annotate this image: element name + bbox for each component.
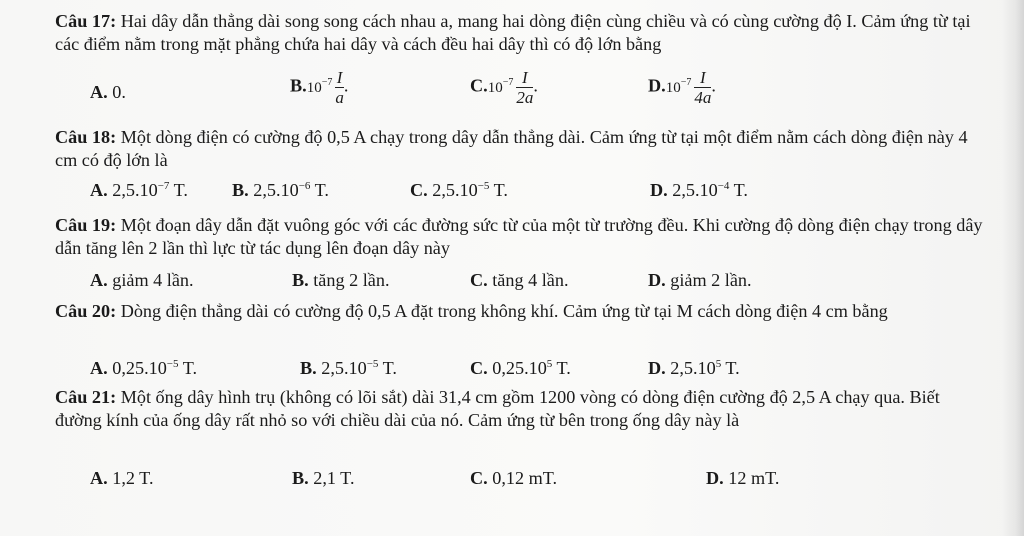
question-label: Câu 17:	[55, 11, 117, 31]
question-text: Dòng điện thẳng dài có cường độ 0,5 A đặt trong không khí. Cảm ứng từ tại M cách dòng điện 4 cm bằng	[120, 301, 888, 321]
option-17-d[interactable]: $D.10^{-7}$ $\frac{I}{4a}$ .	[648, 68, 716, 107]
option-19-a[interactable]: A. giảm 4 lần.	[90, 270, 194, 290]
option-20-d[interactable]: D. 2,5.10$^5$ T.	[648, 358, 740, 378]
option-18-b[interactable]: B. $2,5.10^{-6}$ T.	[232, 180, 329, 200]
question-label: Câu 21:	[55, 387, 117, 407]
question-17	[55, 10, 985, 56]
option-18-d[interactable]: D. $2,5.10^{-4}$ T.	[650, 180, 748, 200]
option-19-b[interactable]: B. tăng 2 lần.	[292, 270, 390, 290]
option-17-b[interactable]: $B.10^{-7}$ $\frac{I}{a}$ .	[290, 68, 349, 107]
option-18-a[interactable]: A. $2,5.10^{-7}$ T.	[90, 180, 188, 200]
question-21	[55, 386, 985, 432]
page-edge-shadow	[1002, 0, 1024, 536]
option-20-b[interactable]: B. $2,5.10^{-5}$ T.	[300, 358, 397, 378]
option-21-d[interactable]: D. 12 mT.	[706, 468, 780, 488]
question-text: Một ống dây hình trụ (không có lõi sắt) dài 31,4 cm gồm 1200 vòng có dòng điện cường độ 2,5 A chạy qua. Biết đường kính của ống dây rất nhỏ so với chiều dài của nó. Cảm ứng từ bên trong ống dây này là	[55, 387, 940, 430]
question-19	[55, 214, 985, 260]
option-21-b[interactable]: B. 2,1 T.	[292, 468, 355, 488]
option-20-a[interactable]: A. $0,25.10^{-5}$ T.	[90, 358, 198, 378]
question-text: Một đoạn dây dẫn đặt vuông góc với các đường sức từ của một từ trường đều. Khi cường độ dòng điện chạy trong dây dẫn tăng lên 2 lần thì lực từ tác dụng lên đoạn dây này	[55, 215, 983, 258]
option-17-a[interactable]: A. 0.	[90, 82, 126, 102]
question-label: Câu 20:	[55, 301, 117, 321]
fraction: $\frac{I}{4a}$	[694, 68, 712, 107]
option-17-c[interactable]: $C.10^{-7}$ $\frac{I}{2a}$ .	[470, 68, 538, 107]
option-20-c[interactable]: C. 0,25.10$^5$ T.	[470, 358, 571, 378]
option-19-c[interactable]: C. tăng 4 lần.	[470, 270, 569, 290]
option-21-a[interactable]: A. 1,2 T.	[90, 468, 154, 488]
question-text: Một dòng điện có cường độ 0,5 A chạy trong dây dẫn thẳng dài. Cảm ứng từ tại một điểm nằm cách dòng điện này 4 cm có độ lớn là	[55, 127, 968, 170]
question-label: Câu 19:	[55, 215, 117, 235]
question-18	[55, 126, 985, 172]
fraction: $\frac{I}{a}$	[335, 68, 344, 107]
option-18-c[interactable]: C. $2,5.10^{-5}$ T.	[410, 180, 508, 200]
option-21-c[interactable]: C. 0,12 mT.	[470, 468, 558, 488]
question-text: Hai dây dẫn thẳng dài song song cách nhau a, mang hai dòng điện cùng chiều và có cùng cường độ I. Cảm ứng từ tại các điểm nằm trong mặt phẳng chứa hai dây và cách đều hai dây thì có độ lớn bằng	[55, 11, 971, 54]
question-label: Câu 18:	[55, 127, 117, 147]
option-19-d[interactable]: D. giảm 2 lần.	[648, 270, 752, 290]
question-20	[55, 300, 985, 323]
fraction: $\frac{I}{2a}$	[516, 68, 534, 107]
